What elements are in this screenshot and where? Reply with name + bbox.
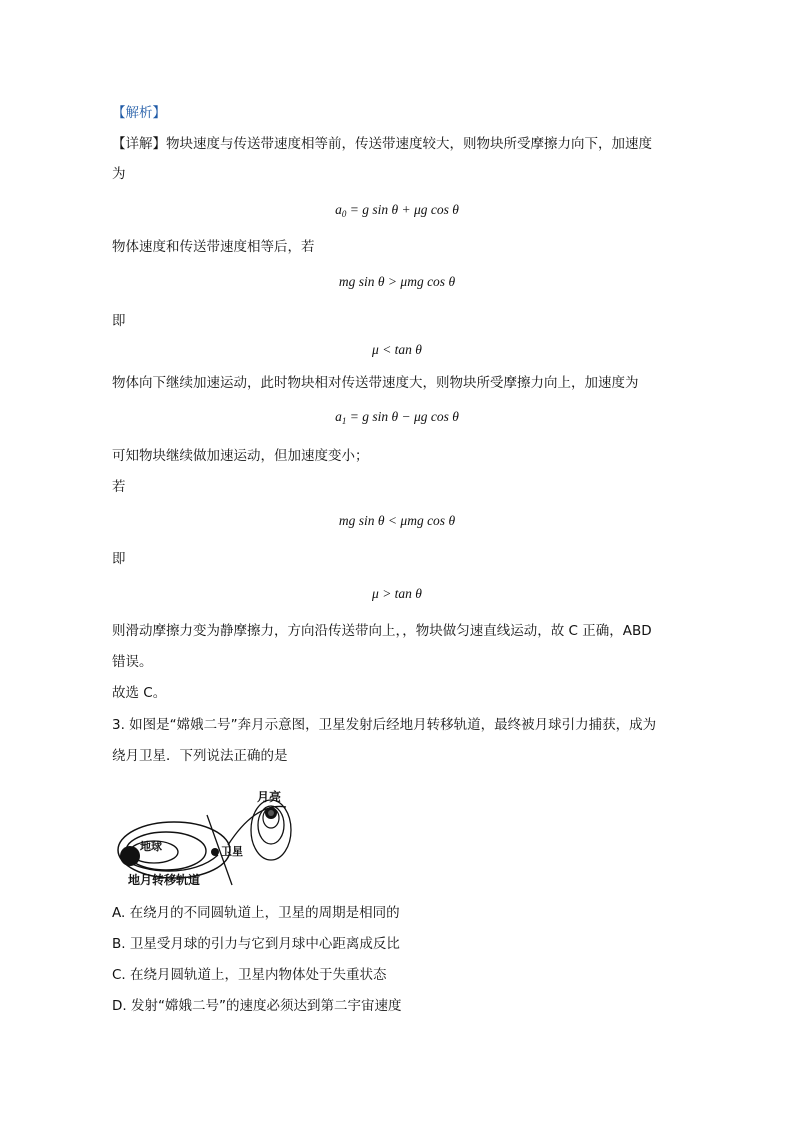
satellite-label: 卫星: [221, 845, 243, 858]
eq4-sub: 1: [341, 416, 347, 426]
eq4-rhs: = g sin θ − μg cos θ: [346, 409, 459, 424]
detail-tag: 【详解】: [112, 136, 166, 152]
paragraph-2: 物体速度和传送带速度相等后，若: [112, 239, 315, 255]
eq4-lhs: a: [335, 409, 342, 424]
ji-1: 即: [112, 313, 126, 329]
paragraph-4: 可知物块继续做加速运动，但加速度变小；: [112, 448, 369, 464]
moon-label: 月亮: [257, 790, 282, 804]
equation-a0: [0, 200, 794, 224]
paragraph-5-cont: 错误。: [112, 654, 153, 670]
option-d: D. 发射“嫦娥二号”的速度必须达到第二宇宙速度: [112, 998, 402, 1014]
equation-5: mg sin θ < μmg cos θ: [338, 513, 456, 528]
answer-line: 故选 C。: [112, 685, 167, 701]
paragraph-1-text: 物块速度与传送带速度相等前，传送带速度较大，则物块所受摩擦力向下，加速度: [166, 136, 652, 152]
option-b: B. 卫星受月球的引力与它到月球中心距离成反比: [112, 936, 400, 952]
orbit-diagram: [114, 785, 300, 891]
paragraph-1-cont: 为: [112, 166, 126, 182]
equation-6: μ > tan θ: [372, 586, 422, 601]
eq1-rhs: = g sin θ + μg cos θ: [346, 202, 459, 217]
earth-label: 地球: [140, 840, 162, 853]
orbit-label: 地月转移轨道: [128, 873, 201, 887]
earth: [120, 846, 140, 866]
paragraph-1: [112, 134, 652, 154]
eq1-lhs: a: [335, 202, 342, 217]
equation-a1: [0, 407, 794, 431]
option-c: C. 在绕月圆轨道上，卫星内物体处于失重状态: [112, 967, 387, 983]
equation-3: μ < tan θ: [372, 342, 422, 357]
ji-2: 即: [112, 551, 126, 567]
eq1-sub: 0: [341, 209, 347, 219]
question-3-line-1: 3. 如图是“嫦娥二号”奔月示意图，卫星发射后经地月转移轨道，最终被月球引力捕获，成为: [112, 717, 657, 733]
ruo: 若: [112, 479, 126, 495]
question-3-line-2: 绕月卫星．下列说法正确的是: [112, 748, 288, 764]
paragraph-5: 则滑动摩擦力变为静摩擦力，方向沿传送带向上，，物块做匀速直线运动，故 C 正确，ABD: [112, 623, 652, 639]
option-a: A. 在绕月的不同圆轨道上，卫星的周期是相同的: [112, 905, 400, 921]
satellite: [211, 848, 219, 856]
equation-2: mg sin θ > μmg cos θ: [338, 274, 456, 289]
paragraph-3: 物体向下继续加速运动，此时物块相对传送带速度大，则物块所受摩擦力向上，加速度为: [112, 375, 639, 391]
analysis-header: 【解析】: [112, 105, 166, 121]
